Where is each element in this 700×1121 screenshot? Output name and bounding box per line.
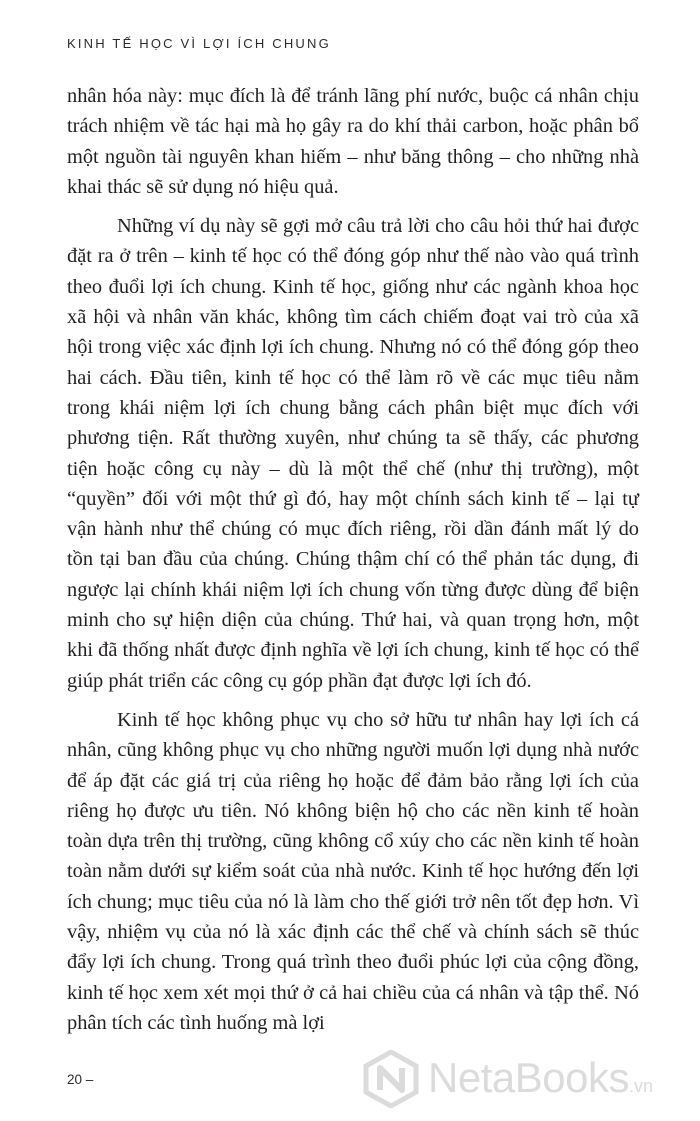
watermark-brand-name: NetaBooks xyxy=(428,1054,629,1101)
body-text xyxy=(67,81,639,1047)
paragraph-2: Những ví dụ này sẽ gợi mở câu trả lời cho câu hỏi thứ hai được đặt ra ở trên – kinh tế học có thể đóng góp như thế nào vào quá trình theo đuổi lợi ích chung. Kinh tế học, giống như các ngành khoa học xã hội và nhân văn khác, không tìm cách chiếm đoạt vai trò của xã hội trong việc xác định lợi ích chung. Nhưng nó có thể đóng góp theo hai cách. Đầu tiên, kinh tế học có thể làm rõ về các mục tiêu nằm trong khái niệm lợi ích chung bằng cách phân biệt mục đích với phương tiện. Rất thường xuyên, như chúng ta sẽ thấy, các phương tiện hoặc công cụ này – dù là một thể chế (như thị trường), một “quyền” đối với một thứ gì đó, hay một chính sách kinh tế – lại tự vận hành như thể chúng có mục đích riêng, rồi dần đánh mất lý do tồn tại ban đầu của chúng. Chúng thậm chí có thể phản tác dụng, đi ngược lại chính khái niệm lợi ích chung vốn từng được dùng để biện minh cho sự hiện diện của chúng. Thứ hai, và quan trọng hơn, một khi đã thống nhất được định nghĩa về lợi ích chung, kinh tế học có thể giúp phát triển các công cụ góp phần đạt được lợi ích đó. xyxy=(67,215,639,692)
watermark xyxy=(362,1048,692,1110)
running-header: KINH TẾ HỌC VÌ LỢI ÍCH CHUNG xyxy=(67,36,331,51)
watermark-brand xyxy=(428,1054,653,1102)
paragraph-1: nhân hóa này: mục đích là để tránh lãng phí nước, buộc cá nhân chịu trách nhiệm về tác hại mà họ gây ra do khí thải carbon, hoặc phân bổ một nguồn tài nguyên khan hiếm – như băng thông – cho những nhà khai thác sẽ sử dụng nó hiệu quả. xyxy=(67,85,639,198)
n-logo-icon xyxy=(362,1050,420,1108)
watermark-tld: .vn xyxy=(628,1076,653,1096)
paragraph-3: Kinh tế học không phục vụ cho sở hữu tư nhân hay lợi ích cá nhân, cũng không phục vụ cho những người muốn lợi dụng nhà nước để áp đặt các giá trị của riêng họ hoặc để đảm bảo rằng lợi ích của riêng họ được ưu tiên. Nó không biện hộ cho các nền kinh tế hoàn toàn dựa trên thị trường, cũng không cổ xúy cho các nền kinh tế hoàn toàn nằm dưới sự kiểm soát của nhà nước. Kinh tế học hướng đến lợi ích chung; mục tiêu của nó là làm cho thế giới trở nên tốt đẹp hơn. Vì vậy, nhiệm vụ của nó là xác định các thể chế và chính sách sẽ thúc đẩy lợi ích chung. Trong quá trình theo đuổi phúc lợi của cộng đồng, kinh tế học xem xét mọi thứ ở cả hai chiều của cá nhân và tập thể. Nó phân tích các tình huống mà lợi xyxy=(67,708,639,1034)
page-number: 20 – xyxy=(67,1072,94,1087)
